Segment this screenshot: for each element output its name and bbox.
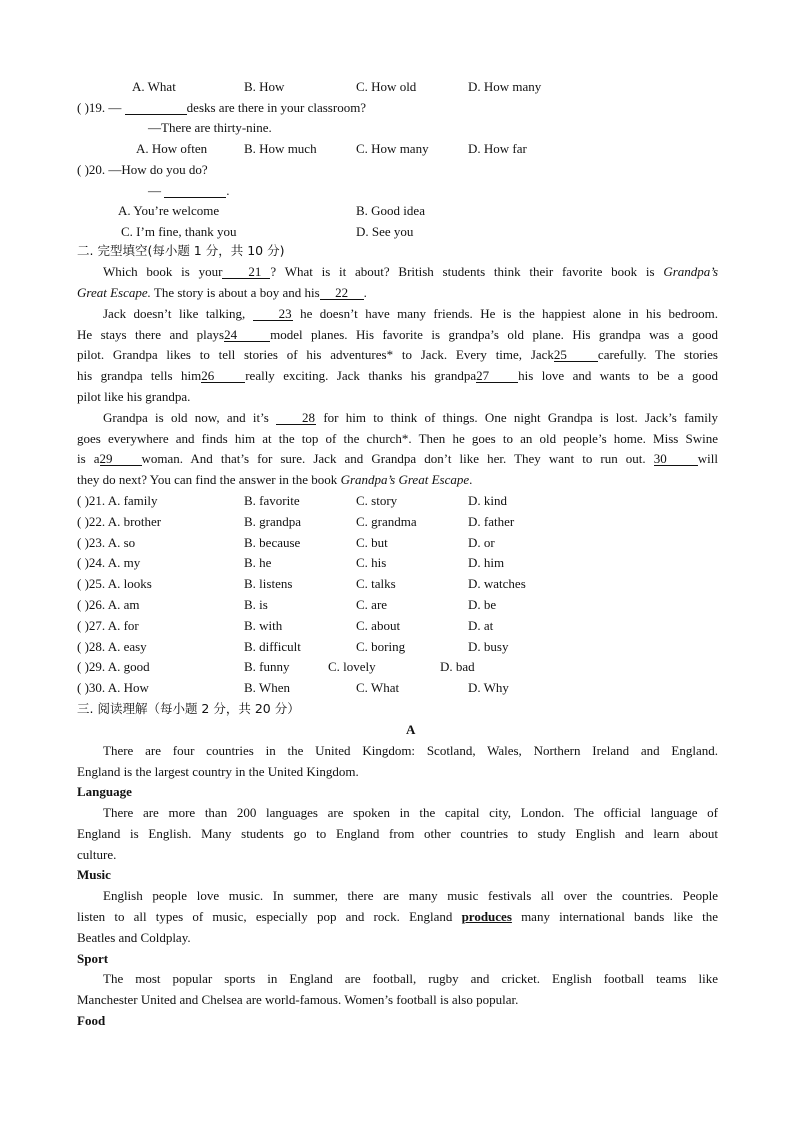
text: they do next? You can find the answer in the book (77, 472, 338, 487)
blank-30: 30 (654, 452, 698, 466)
heading-music: Music (77, 867, 111, 882)
cloze-p2-line2 (77, 326, 718, 344)
question-24-option-a: ( )24. A. my (77, 555, 141, 570)
question-24-option-d: D. him (468, 555, 505, 570)
heading-food: Food (77, 1013, 106, 1028)
text: . (469, 472, 473, 487)
q18-option-a: A. What (132, 79, 176, 94)
question-22-option-b: B. grandpa (244, 514, 302, 529)
q20-answer-line (148, 182, 230, 200)
blank-26: 26 (201, 369, 245, 383)
music-line3: Beatles and Coldplay. (77, 930, 191, 945)
blank-28: 28 (276, 411, 316, 425)
question-29-option-d: D. bad (440, 659, 475, 674)
q18-option-b: B. How (244, 79, 285, 94)
q19-answer: —There are thirty-nine. (148, 120, 272, 135)
text: carefully. The stories (597, 347, 718, 362)
blank-24: 24 (224, 328, 270, 342)
question-27-option-a: ( )27. A. for (77, 618, 139, 633)
blank-29: 29 (100, 452, 142, 466)
question-28-option-a: ( )28. A. easy (77, 639, 147, 654)
blank-23: 23 (253, 307, 293, 321)
q19-question: desks are there in your classroom? (186, 100, 367, 115)
question-30-option-a: ( )30. A. How (77, 680, 149, 695)
question-21-option-a: ( )21. A. family (77, 493, 158, 508)
question-21-option-c: C. story (356, 493, 398, 508)
blank-22: 22 (320, 286, 364, 300)
section2-title: 二. 完型填空(每小题 1 分，共 10 分) (77, 243, 285, 258)
cloze-p3-line1 (77, 409, 718, 427)
language-line2: England is English. Many students go to England from other countries to study English and learn about (77, 826, 718, 841)
text: . (363, 285, 367, 300)
section3-title: 三. 阅读理解（每小题 2 分，共 20 分） (77, 701, 300, 716)
question-27-option-b: B. with (244, 618, 283, 633)
question-27-option-c: C. about (356, 618, 401, 633)
book-title: Grandpa’s Great Escape (340, 472, 470, 487)
q18-option-c: C. How old (356, 79, 417, 94)
text: many international bands like the (521, 909, 718, 924)
question-25-option-d: D. watches (468, 576, 526, 591)
cloze-p3-line4 (77, 471, 718, 489)
heading-language: Language (77, 784, 132, 799)
question-30-option-b: B. When (244, 680, 290, 695)
book-title: Grandpa’s (663, 264, 719, 279)
q19-blank (125, 101, 187, 115)
question-26-option-d: D. be (468, 597, 497, 612)
passage-label: A (406, 722, 416, 737)
question-27-option-d: D. at (468, 618, 494, 633)
question-22-option-a: ( )22. A. brother (77, 514, 162, 529)
question-22-option-d: D. father (468, 514, 515, 529)
q20-option-b: B. Good idea (356, 203, 425, 218)
cloze-p2-line4 (77, 367, 718, 385)
question-24-option-b: B. he (244, 555, 272, 570)
text: Jack doesn’t like talking, (103, 306, 246, 321)
blank-25: 25 (554, 348, 598, 362)
text: will (697, 451, 719, 466)
underlined-word: produces (461, 909, 512, 924)
language-line1: There are more than 200 languages are spoken in the capital city, London. The official language of (103, 805, 718, 820)
q19-option-d: D. How far (468, 141, 527, 156)
question-23-option-c: C. but (356, 535, 388, 550)
question-29-option-a: ( )29. A. good (77, 659, 150, 674)
reading-intro-line2: England is the largest country in the United Kingdom. (77, 764, 359, 779)
question-23-option-b: B. because (244, 535, 301, 550)
language-line3: culture. (77, 847, 117, 862)
text: woman. And that’s for sure. Jack and Grandpa don’t like her. They want to run out. (141, 451, 646, 466)
question-28-option-b: B. difficult (244, 639, 301, 654)
q18-option-d: D. How many (468, 79, 542, 94)
q20-option-d: D. See you (356, 224, 414, 239)
text: The story is about a boy and his (153, 285, 320, 300)
music-line1: English people love music. In summer, there are many music festivals all over the countries. People (103, 888, 718, 903)
q19-paren: ( )19. — (77, 100, 122, 115)
book-title: Great Escape. (77, 285, 151, 300)
sport-line1: The most popular sports in England are football, rugby and cricket. English football teams like (103, 971, 718, 986)
text: He stays there and plays (77, 327, 225, 342)
sport-line2: Manchester United and Chelsea are world-famous. Women’s football is also popular. (77, 992, 519, 1007)
question-29-option-c: C. lovely (328, 659, 376, 674)
cloze-p1-line1 (77, 263, 718, 281)
text: is a (77, 451, 100, 466)
text: pilot. Grandpa likes to tell stories of his adventures* to Jack. Every time, Jack (77, 347, 554, 362)
question-23-option-a: ( )23. A. so (77, 535, 136, 550)
cloze-p3-line2: goes everywhere and finds him at the top of the church*. Then he goes to an old people’s home. Miss Swine (77, 431, 718, 446)
question-26-option-a: ( )26. A. am (77, 597, 140, 612)
text: listen to all types of music, especially pop and rock. England (77, 909, 453, 924)
question-30-option-c: C. What (356, 680, 400, 695)
q20-blank (164, 184, 226, 198)
question-28-option-d: D. busy (468, 639, 509, 654)
question-29-option-b: B. funny (244, 659, 290, 674)
blank-21: 21 (222, 265, 270, 279)
heading-sport: Sport (77, 951, 109, 966)
text: really exciting. Jack thanks his grandpa (245, 368, 477, 383)
music-line2 (77, 908, 718, 926)
q19-option-c: C. How many (356, 141, 429, 156)
q19-option-a: A. How often (136, 141, 208, 156)
question-25-option-b: B. listens (244, 576, 293, 591)
question-21-option-d: D. kind (468, 493, 507, 508)
question-25-option-a: ( )25. A. looks (77, 576, 152, 591)
text: Grandpa is old now, and it’s (103, 410, 269, 425)
q20-period: . (226, 183, 230, 198)
text: Which book is your (103, 264, 223, 279)
question-23-option-d: D. or (468, 535, 495, 550)
q20-option-a: A. You’re welcome (118, 203, 220, 218)
question-30-option-d: D. Why (468, 680, 509, 695)
cloze-p2-line1 (77, 305, 718, 323)
text: he doesn’t have many friends. He is the happiest alone in his bedroom. (300, 306, 719, 321)
question-26-option-c: C. are (356, 597, 388, 612)
question-25-option-c: C. talks (356, 576, 396, 591)
cloze-p2-line5: pilot like his grandpa. (77, 389, 191, 404)
text: ? What is it about? British students think their favorite book is (270, 264, 655, 279)
question-22-option-c: C. grandma (356, 514, 417, 529)
reading-intro-line1: There are four countries in the United Kingdom: Scotland, Wales, Northern Ireland and England. (103, 743, 718, 758)
question-24-option-c: C. his (356, 555, 387, 570)
q20-stem: ( )20. —How do you do? (77, 162, 208, 177)
blank-27: 27 (476, 369, 518, 383)
text: his love and wants to be a good (518, 368, 718, 383)
q19-stem (77, 99, 366, 117)
cloze-p2-line3 (77, 346, 718, 364)
text: his grandpa tells him (77, 368, 202, 383)
question-21-option-b: B. favorite (244, 493, 300, 508)
q20-dash: — (148, 183, 161, 198)
cloze-p3-line3 (77, 450, 718, 468)
cloze-p1-line2 (77, 284, 718, 302)
text: model planes. His favorite is grandpa’s old plane. His grandpa was a good (270, 327, 718, 342)
text: for him to think of things. One night Grandpa is lost. Jack’s family (323, 410, 719, 425)
q20-option-c: C. I’m fine, thank you (121, 224, 237, 239)
q19-option-b: B. How much (244, 141, 317, 156)
question-26-option-b: B. is (244, 597, 268, 612)
question-28-option-c: C. boring (356, 639, 406, 654)
